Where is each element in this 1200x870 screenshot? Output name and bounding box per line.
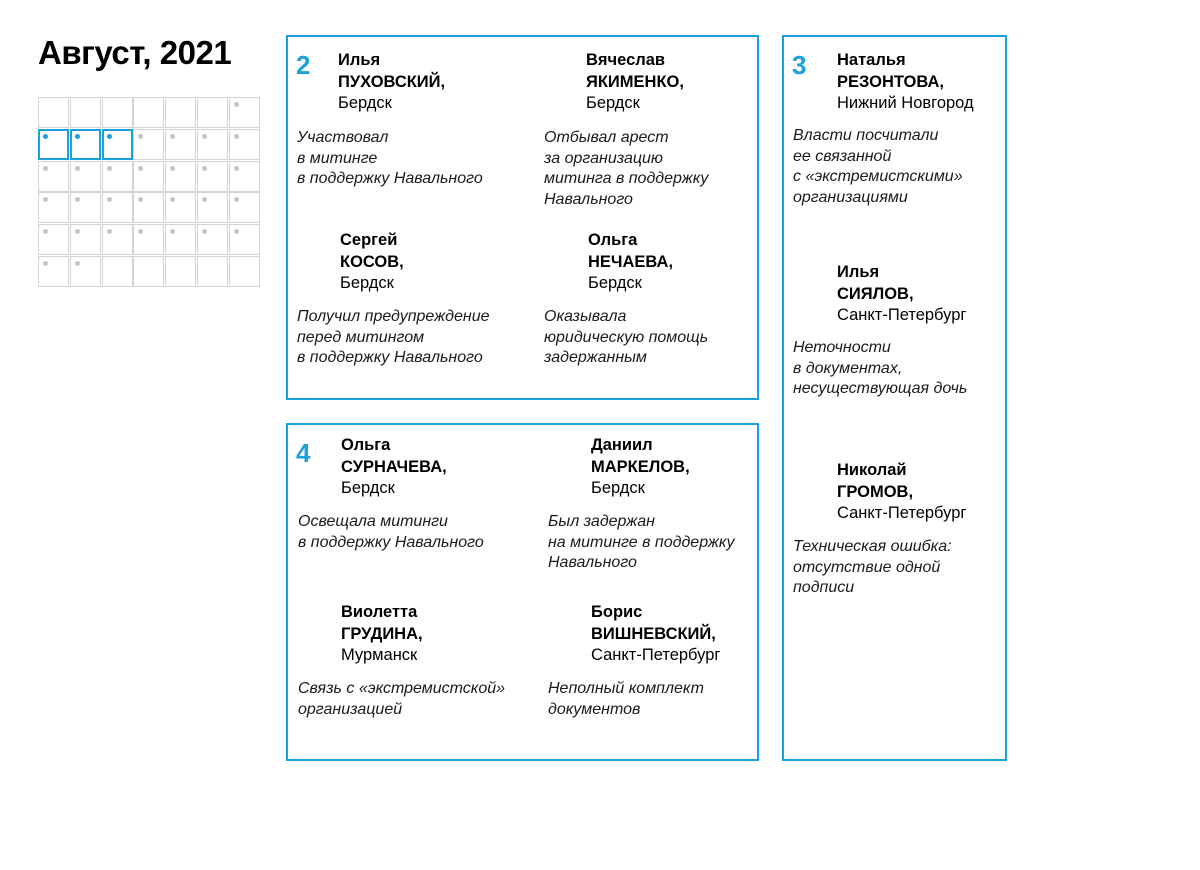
calendar-day-dot xyxy=(234,197,239,202)
person-last-name: СУРНАЧЕВА, xyxy=(341,457,447,476)
calendar-day xyxy=(197,161,228,192)
calendar-day-dot xyxy=(43,229,48,234)
calendar-day-dot xyxy=(75,197,80,202)
calendar-day xyxy=(102,224,133,255)
calendar-day-dot xyxy=(75,229,80,234)
calendar-day xyxy=(38,256,69,287)
person-city: Санкт-Петербург xyxy=(591,646,721,664)
calendar-day-dot xyxy=(138,229,143,234)
calendar-day xyxy=(102,161,133,192)
calendar-day-dot xyxy=(202,166,207,171)
person-description: Неполный комплект документов xyxy=(548,680,704,718)
person-description: Связь с «экстремистской» организацией xyxy=(298,680,506,718)
person-name-block xyxy=(340,230,404,295)
calendar-day-dot xyxy=(75,166,80,171)
person-last-name: ВИШНЕВСКИЙ, xyxy=(591,624,716,643)
person-description: Освещала митинги в поддержку Навального xyxy=(298,513,484,551)
calendar-day-dot xyxy=(43,197,48,202)
calendar-day-dot xyxy=(202,229,207,234)
person-first-name: Виолетта xyxy=(341,603,418,621)
calendar-day-highlighted xyxy=(70,129,101,160)
person-description: Участвовал в митинге в поддержку Навального xyxy=(297,129,483,187)
calendar-day xyxy=(165,97,196,128)
person-name-block xyxy=(341,435,447,500)
person-city: Санкт-Петербург xyxy=(837,306,967,324)
calendar-day xyxy=(197,192,228,223)
calendar-day xyxy=(229,256,260,287)
calendar-day xyxy=(38,192,69,223)
calendar-day-dot xyxy=(75,134,80,139)
person-description: Отбывал арест за организацию митинга в поддержку Навального xyxy=(544,129,709,208)
day-2-number: 2 xyxy=(296,50,311,80)
person-last-name: ГРУДИНА, xyxy=(341,624,423,643)
person-city: Бердск xyxy=(586,94,640,112)
calendar-day-dot xyxy=(170,134,175,139)
calendar-day-dot xyxy=(138,134,143,139)
person-name-block xyxy=(341,602,423,667)
calendar-day xyxy=(102,192,133,223)
calendar-day-dot xyxy=(234,134,239,139)
calendar-day xyxy=(229,97,260,128)
calendar-day xyxy=(70,256,101,287)
calendar-day xyxy=(38,161,69,192)
person-last-name: МАРКЕЛОВ, xyxy=(591,457,690,476)
person-description: Техническая ошибка: отсутствие одной подписи xyxy=(793,538,952,596)
person-city: Бердск xyxy=(591,479,645,497)
person-description: Был задержан на митинге в поддержку Навального xyxy=(548,513,735,571)
calendar-day xyxy=(102,256,133,287)
person-city: Санкт-Петербург xyxy=(837,504,967,522)
person-name-block xyxy=(837,50,974,115)
calendar-day xyxy=(197,129,228,160)
calendar-day-dot xyxy=(170,229,175,234)
calendar-day-dot xyxy=(107,166,112,171)
person-city: Бердск xyxy=(341,479,395,497)
calendar-day xyxy=(165,192,196,223)
person-description: Оказывала юридическую помощь задержанным xyxy=(544,308,709,366)
calendar-day xyxy=(70,97,101,128)
calendar-day xyxy=(133,161,164,192)
calendar-day-dot xyxy=(234,102,239,107)
calendar-day-highlighted xyxy=(38,129,69,160)
calendar-day-dot xyxy=(138,166,143,171)
person-city: Нижний Новгород xyxy=(837,94,974,112)
person-last-name: НЕЧАЕВА, xyxy=(588,252,674,271)
calendar-day xyxy=(165,161,196,192)
calendar-day-dot xyxy=(202,197,207,202)
day-4-number: 4 xyxy=(296,438,311,468)
page-title: Август, 2021 xyxy=(38,34,232,71)
person-first-name: Наталья xyxy=(837,51,906,69)
person-city: Бердск xyxy=(340,274,394,292)
person-last-name: РЕЗОНТОВА, xyxy=(837,72,944,91)
calendar-day xyxy=(165,129,196,160)
person-name-block xyxy=(591,602,720,667)
calendar-day-dot xyxy=(75,261,80,266)
calendar-day xyxy=(133,192,164,223)
person-name-block xyxy=(588,230,673,295)
calendar-day xyxy=(229,192,260,223)
calendar-day xyxy=(165,256,196,287)
calendar-day xyxy=(197,224,228,255)
person-last-name: ПУХОВСКИЙ, xyxy=(338,72,446,91)
person-name-block xyxy=(338,50,445,115)
calendar-day-dot xyxy=(234,229,239,234)
calendar-day-dot xyxy=(43,166,48,171)
calendar-day xyxy=(102,97,133,128)
calendar-day-dot xyxy=(170,166,175,171)
person-city: Мурманск xyxy=(341,646,418,664)
calendar-day xyxy=(133,129,164,160)
person-first-name: Вячеслав xyxy=(586,51,666,69)
calendar-day-dot xyxy=(107,134,112,139)
calendar-day xyxy=(38,97,69,128)
person-first-name: Николай xyxy=(837,461,907,479)
calendar-day xyxy=(133,97,164,128)
person-first-name: Сергей xyxy=(340,231,398,249)
person-first-name: Илья xyxy=(338,51,381,69)
person-first-name: Даниил xyxy=(591,436,653,454)
day-3-number: 3 xyxy=(792,50,807,80)
calendar-day-dot xyxy=(43,134,48,139)
person-name-block xyxy=(586,50,684,115)
person-last-name: СИЯЛОВ, xyxy=(837,284,914,303)
person-first-name: Илья xyxy=(837,263,880,281)
calendar-day xyxy=(197,97,228,128)
person-first-name: Ольга xyxy=(588,231,638,249)
person-name-block xyxy=(837,262,966,327)
calendar-day xyxy=(229,129,260,160)
calendar-day-dot xyxy=(234,166,239,171)
calendar-day-dot xyxy=(107,197,112,202)
person-city: Бердск xyxy=(588,274,642,292)
person-name-block xyxy=(837,460,966,525)
calendar-day-highlighted xyxy=(102,129,133,160)
calendar-day xyxy=(70,192,101,223)
calendar-day xyxy=(70,161,101,192)
person-name-block xyxy=(591,435,690,500)
person-first-name: Ольга xyxy=(341,436,391,454)
calendar-day xyxy=(133,256,164,287)
person-city: Бердск xyxy=(338,94,392,112)
person-description: Получил предупреждение перед митингом в поддержку Навального xyxy=(297,308,490,366)
calendar-day xyxy=(229,161,260,192)
calendar-day xyxy=(165,224,196,255)
person-first-name: Борис xyxy=(591,603,643,621)
calendar-day xyxy=(133,224,164,255)
person-last-name: ГРОМОВ, xyxy=(837,482,914,501)
calendar-day xyxy=(197,256,228,287)
calendar-day-dot xyxy=(43,261,48,266)
calendar-day-dot xyxy=(202,134,207,139)
calendar-day xyxy=(38,224,69,255)
person-description: Власти посчитали ее связанной с «экстремистскими» организациями xyxy=(793,127,963,206)
calendar-day xyxy=(229,224,260,255)
person-last-name: КОСОВ, xyxy=(340,252,404,271)
calendar-day-dot xyxy=(170,197,175,202)
person-last-name: ЯКИМЕНКО, xyxy=(586,72,684,91)
calendar-day-dot xyxy=(138,197,143,202)
calendar-day xyxy=(70,224,101,255)
person-description: Неточности в документах, несуществующая дочь xyxy=(793,339,968,397)
calendar-day-dot xyxy=(107,229,112,234)
